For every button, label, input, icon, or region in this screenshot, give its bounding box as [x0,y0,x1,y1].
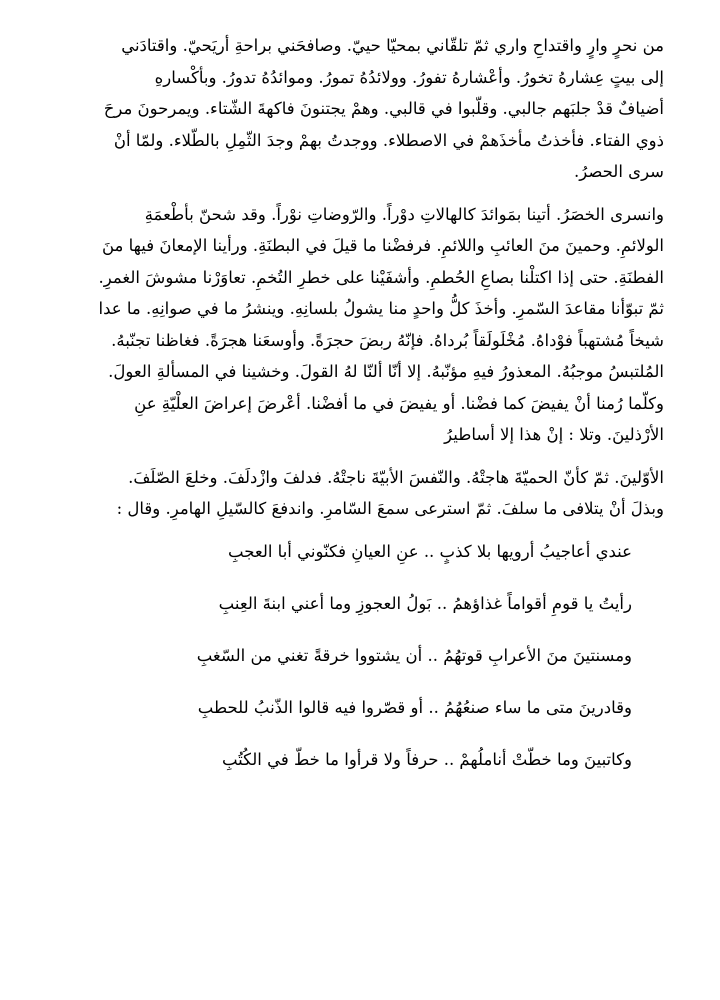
poem [54,539,664,799]
paragraph-line: الولائمِ. وحمينَ منَ العائبِ واللائمِ. فرفضْنا ما قيلَ في البطنَةِ. ورأينا الإمعانَ فيها منَ [101,236,664,255]
paragraph-1 [54,30,664,188]
poem-verse: عندي أعاجيبُ أرويها بلا كذبٍ .. عنِ العيانِ فكنّوني أبا العجبِ [228,541,632,561]
paragraph-line: شيخاً مُشتهباً فوْداهُ. مُخْلَولَقاً بُرداهُ. فإنّهُ ربضَ حجرَةً. وأوسعَنا هجرَةً. فغاظنا تجنّبهُ. [111,330,664,350]
paragraph-line: وانسرى الخصَرُ. أتينا بمَوائدَ كالهالاتِ دوْراً. والرّوضاتِ نوْراً. وقد شحنّ بأطْعمَةِ [144,204,664,224]
paragraph-2 [54,199,664,451]
paragraph-line: سرى الحصرُ. [573,162,664,181]
paragraph-line: الأوّلينَ. ثمّ كأنّ الحميّةَ هاجتْهُ. والنّفسَ الأبيّةَ ناجتْهُ. فدلفَ وازْدلَفَ. وخلعَ الصّلَفَ. [128,467,664,487]
poem-verse: ومسنتينَ منَ الأعرابِ قوتهُمُ .. أن يشتووا خرقةً تغني من السّغبِ [196,645,632,665]
document-page [54,30,664,799]
paragraph-3 [54,462,664,525]
poem-verse: وكاتبينَ وما خطّتْ أناملُهمْ .. حرفاً ولا قرأوا ما خطّ في الكُتُبِ [221,749,632,769]
poem-verse: وقادرينَ متى ما ساء صنعُهُمُ .. أو قصّروا فيه قالوا الذّنبُ للحطبِ [197,697,632,717]
paragraph-line: الفطنَةِ. حتى إذا اكتلْنا بصاعِ الحُطمِ. وأشفَيْنا على خطرِ التُخمِ. تعاوَرْنا مشوشَ الغمرِ. [98,267,664,287]
paragraph-line: إلى بيتٍ عِشارهُ تخورُ. وأعْشارهُ تفورُ. وولائدُهُ تمورُ. وموائدُهُ تدورُ. وبأكْسارهِ [154,67,664,87]
paragraph-line: من نحرٍ وارٍ واقتداحِ واري ثمّ تلقّاني بمحيّا حييّ. وصافحَني براحةِ أريَحيّ. واقتادَني [121,36,664,55]
paragraph-line: وبذلَ أنْ يتلافى ما سلفَ. ثمّ استرعى سمعَ السّامرِ. واندفعَ كالسّيلِ الهامرِ. وقال : [116,499,664,518]
poem-verse: رأيتُ يا قومِ أقواماً غذاؤهمُ .. بَولُ العجوزِ وما أعني ابنةَ العِنبِ [218,593,632,613]
paragraph-line: أضيافٌ قدْ جلبَهم جالبي. وقلّبوا في قالبي. وهمْ يجتنونَ فاكهةَ الشّتاء. ويمرحونَ مرحَ [103,99,664,118]
paragraph-line: ثمّ تبوّأنا مقاعدَ السّمرِ. وأخذَ كلُّ واحدٍ منا يشولُ بلسانِهِ. وينشرُ ما في صوانِهِ. ما عدا [98,299,664,318]
paragraph-line: وكلّما رُمنا أنْ يفيضَ كما فضْنا. أو يفيضَ في ما أفضْنا. أعْرضَ إعراضَ العلْيّةِ عنِ [134,393,664,413]
paragraph-line: ذوي الفتاء. فأخذتُ مأخذَهمْ في الاصطلاء. ووجدتُ بهمْ وجدَ الثّمِلِ بالطّلاء. ولمّا أنْ [113,130,664,150]
paragraph-line: الأرْذلينَ. وتلا : إنْ هذا إلا أساطيرُ [444,425,664,444]
paragraph-line: المُلتبسُ موجبُهُ. المعذورُ فيهِ مؤنّبهُ. إلا أنّا ألنّا لهُ القولَ. وخشينا في المسألةِ العولَ. [108,362,664,381]
